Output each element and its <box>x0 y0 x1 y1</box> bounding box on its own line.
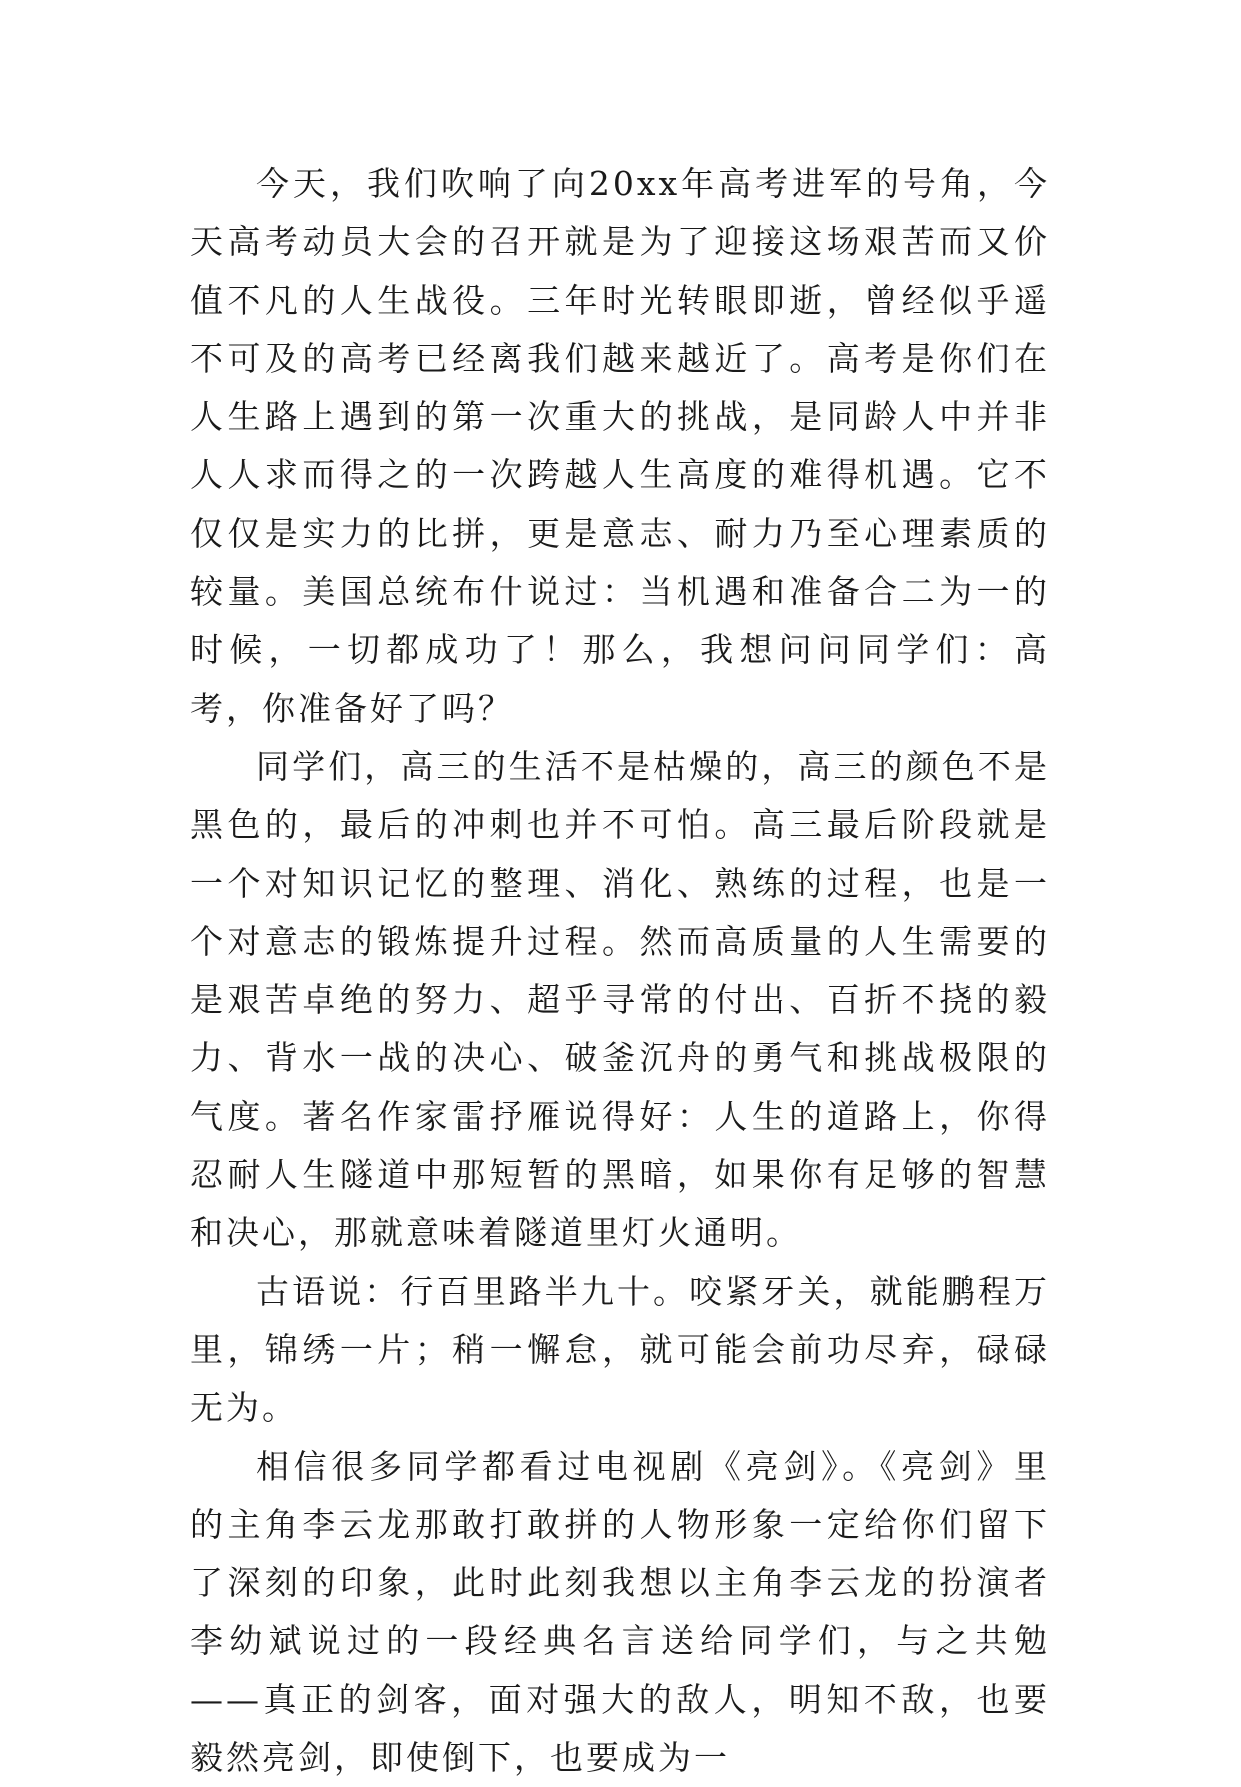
paragraph-4: 相信很多同学都看过电视剧《亮剑》。《亮剑》里的主角李云龙那敢打敢拼的人物形象一定给你们留下了深刻的印象，此时此刻我想以主角李云龙的扮演者李幼斌说过的一段经典名言送给同学们，与之共勉——真正的剑客，面对强大的敌人，明知不敌，也要毅然亮剑，即使倒下，也要成为一 <box>190 1446 1050 1778</box>
paragraph-1: 今天，我们吹响了向20xx年高考进军的号角，今天高考动员大会的召开就是为了迎接这场艰苦而又价值不凡的人生战役。三年时光转眼即逝，曾经似乎遥不可及的高考已经离我们越来越近了。高考是你们在人生路上遇到的第一次重大的挑战，是同龄人中并非人人求而得之的一次跨越人生高度的难得机遇。它不仅仅是实力的比拼，更是意志、耐力乃至心理素质的较量。美国总统布什说过：当机遇和准备合二为一的时候，一切都成功了！那么，我想问问同学们：高考，你准备好了吗？ <box>190 164 1050 728</box>
paragraph-2: 同学们，高三的生活不是枯燥的，高三的颜色不是黑色的，最后的冲刺也并不可怕。高三最后阶段就是一个对知识记忆的整理、消化、熟练的过程，也是一个对意志的锻炼提升过程。然而高质量的人生需要的是艰苦卓绝的努力、超乎寻常的付出、百折不挠的毅力、背水一战的决心、破釜沉舟的勇气和挑战极限的气度。著名作家雷抒雁说得好：人生的道路上，你得忍耐人生隧道中那短暂的黑暗，如果你有足够的智慧和决心，那就意味着隧道里灯火通明。 <box>190 746 1050 1253</box>
paragraph-3: 古语说：行百里路半九十。咬紧牙关，就能鹏程万里，锦绣一片；稍一懈怠，就可能会前功尽弃，碌碌无为。 <box>190 1271 1050 1428</box>
body-text <box>190 155 1050 1787</box>
